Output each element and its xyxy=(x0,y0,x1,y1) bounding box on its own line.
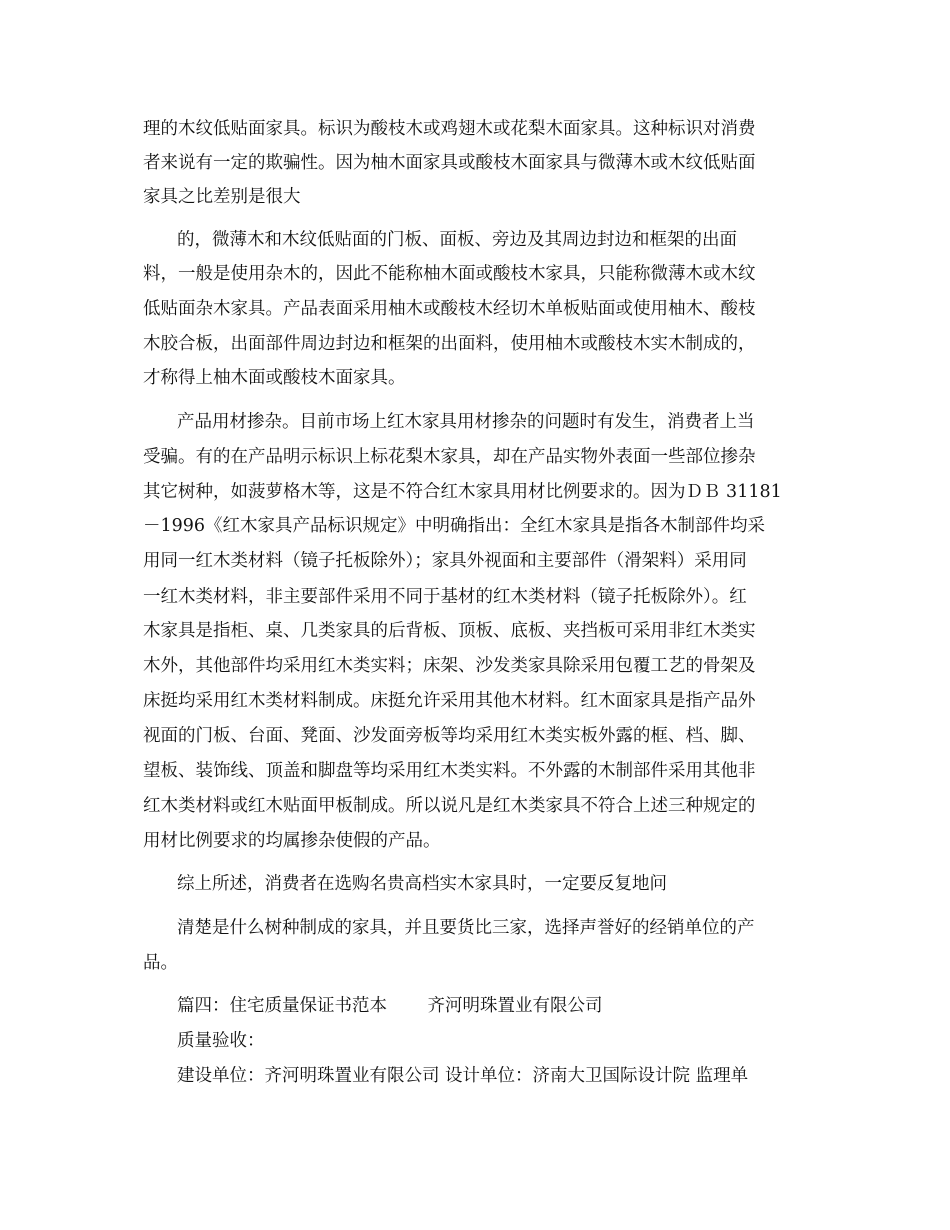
text-line: 用材比例要求的均属掺杂使假的产品。 xyxy=(143,831,441,851)
text-line: 床挺均采用红木类材料制成。床挺允许采用其他木材料。红木面家具是指产品外 xyxy=(143,691,756,711)
paragraph-start-line: 的，微薄木和木纹低贴面的门板、面板、旁边及其周边封边和框架的出面 xyxy=(177,230,737,250)
text-line: 木家具是指柜、桌、几类家具的后背板、顶板、底板、夹挡板可采用非红木类实 xyxy=(143,621,756,641)
text-line: 视面的门板、台面、凳面、沙发面旁板等均采用红木类实板外露的框、档、脚、 xyxy=(143,726,756,746)
paragraph-start-line: 综上所述，消费者在选购名贵高档实木家具时，一定要反复地问 xyxy=(177,874,667,894)
text-line: 才称得上柚木面或酸枝木面家具。 xyxy=(143,368,406,388)
text-line: 低贴面杂木家具。产品表面采用柚木或酸枝木经切木单板贴面或使用柚木、酸枝 xyxy=(143,299,756,319)
text-line: 者来说有一定的欺骗性。因为柚木面家具或酸枝木面家具与微薄木或木纹低贴面 xyxy=(143,153,756,173)
text-line: 品。 xyxy=(143,953,178,973)
text-line: 家具之比差别是很大 xyxy=(143,187,301,207)
text-line: 一红木类材料，非主要部件采用不同于基材的红木类材料（镜子托板除外）。红 xyxy=(143,587,747,607)
text-line: 用同一红木类材料（镜子托板除外）；家具外视面和主要部件（滑架料）采用同 xyxy=(143,551,747,571)
text-line: 其它树种，如菠萝格木等，这是不符合红木家具用材比例要求的。因为ＤＢ 31181 xyxy=(143,482,782,502)
paragraph-start-line: 产品用材掺杂。目前市场上红木家具用材掺杂的问题时有发生，消费者上当 xyxy=(177,412,755,432)
text-line: 木外，其他部件均采用红木类实料；床架、沙发类家具除采用包覆工艺的骨架及 xyxy=(143,656,756,676)
paragraph-start-line: 清楚是什么树种制成的家具，并且要货比三家，选择声誉好的经销单位的产 xyxy=(177,918,755,938)
section-subheading: 质量验收： xyxy=(177,1031,265,1051)
text-line: －1996《红木家具产品标识规定》中明确指出：全红木家具是指各木制部件均采 xyxy=(143,516,766,536)
text-line: 料，一般是使用杂木的，因此不能称柚木面或酸枝木家具，只能称微薄木或木纹 xyxy=(143,264,756,284)
text-line: 受骗。有的在产品明示标识上标花梨木家具，却在产品实物外表面一些部位掺杂 xyxy=(143,447,756,467)
section-heading: 篇四：住宅质量保证书范本 齐河明珠置业有限公司 xyxy=(177,996,603,1016)
text-line: 望板、装饰线、顶盖和脚盘等均采用红木类实料。不外露的木制部件采用其他非 xyxy=(143,761,756,781)
text-line: 红木类材料或红木贴面甲板制成。所以说凡是红木类家具不符合上述三种规定的 xyxy=(143,796,756,816)
text-line: 理的木纹低贴面家具。标识为酸枝木或鸡翅木或花梨木面家具。这种标识对消费 xyxy=(143,119,756,139)
text-line: 建设单位：齐河明珠置业有限公司 设计单位：济南大卫国际设计院 监理单 xyxy=(177,1066,749,1086)
text-line: 木胶合板，出面部件周边封边和框架的出面料，使用柚木或酸枝木实木制成的， xyxy=(143,334,756,354)
